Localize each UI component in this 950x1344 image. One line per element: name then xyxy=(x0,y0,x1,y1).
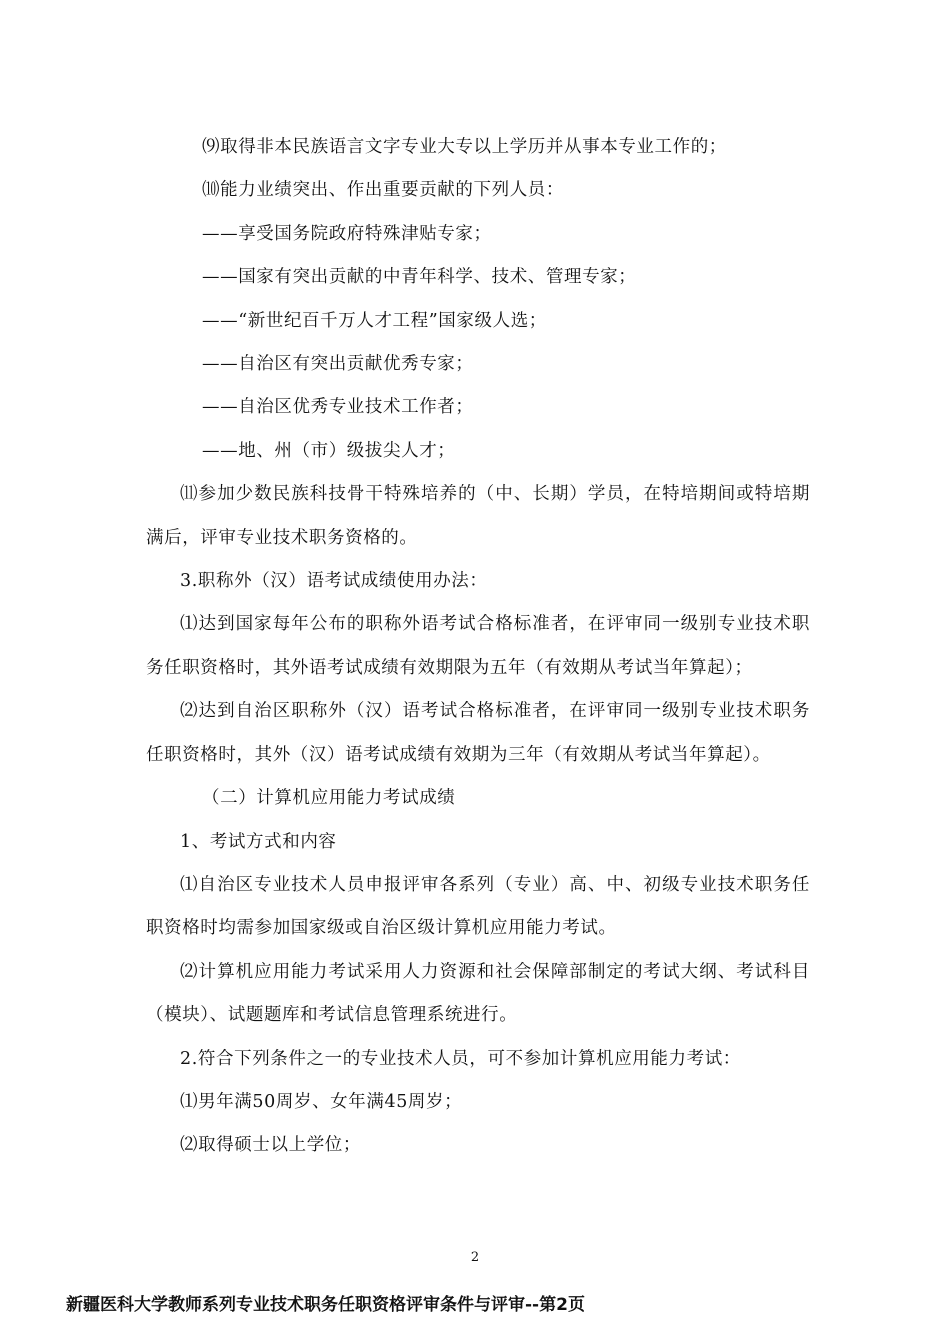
paragraph-rule-1: ⑴达到国家每年公布的职称外语考试合格标准者，在评审同一级别专业技术职务任职资格时，其外语考试成绩有效期限为五年（有效期从考试当年算起）； xyxy=(146,614,810,678)
subsection-heading-2: 2.符合下列条件之一的专业技术人员，可不参加计算机应用能力考试： xyxy=(180,1048,741,1069)
paragraph-item-11: ⑾参加少数民族科技骨干特殊培养的（中、长期）学员，在特培期间或特培期满后，评审专业技术职务资格的。 xyxy=(146,484,810,548)
section-heading-computer: （二）计算机应用能力考试成绩 xyxy=(202,788,456,809)
paragraph-exempt-2: ⑵取得硕士以上学位； xyxy=(180,1135,361,1156)
list-item-expert-4: ——自治区有突出贡献优秀专家； xyxy=(202,354,474,375)
list-item-expert-2: ——国家有突出贡献的中青年科学、技术、管理专家； xyxy=(202,267,637,288)
paragraph-exempt-1: ⑴男年满50周岁、女年满45周岁； xyxy=(180,1091,463,1112)
list-item-expert-5: ——自治区优秀专业技术工作者； xyxy=(202,397,474,418)
document-body xyxy=(146,126,810,1168)
list-item-expert-3: ——“新世纪百千万人才工程”国家级人选； xyxy=(202,310,547,331)
list-item-expert-1: ——享受国务院政府特殊津贴专家； xyxy=(202,223,492,244)
paragraph-exam-1: ⑴自治区专业技术人员申报评审各系列（专业）高、中、初级专业技术职务任职资格时均需参加国家级或自治区级计算机应用能力考试。 xyxy=(146,874,810,939)
list-item-expert-6: ——地、州（市）级拔尖人才； xyxy=(202,440,456,461)
section-heading-3: 3.职称外（汉）语考试成绩使用办法： xyxy=(180,571,488,592)
page-number: 2 xyxy=(470,1250,480,1265)
paragraph-item-9: ⑼取得非本民族语言文字专业大专以上学历并从事本专业工作的； xyxy=(202,137,727,157)
paragraph-rule-2: ⑵达到自治区职称外（汉）语考试合格标准者，在评审同一级别专业技术职务任职资格时，其外（汉）语考试成绩有效期为三年（有效期从考试当年算起）。 xyxy=(146,701,810,765)
paragraph-item-10: ⑽能力业绩突出、作出重要贡献的下列人员： xyxy=(202,180,564,201)
page-footer: 新疆医科大学教师系列专业技术职务任职资格评审条件与评审--第2页 xyxy=(66,1295,585,1315)
subsection-heading-1: 1、考试方式和内容 xyxy=(180,831,337,852)
paragraph-exam-2: ⑵计算机应用能力考试采用人力资源和社会保障部制定的考试大纲、考试科目（模块）、试题题库和考试信息管理系统进行。 xyxy=(146,961,810,1026)
